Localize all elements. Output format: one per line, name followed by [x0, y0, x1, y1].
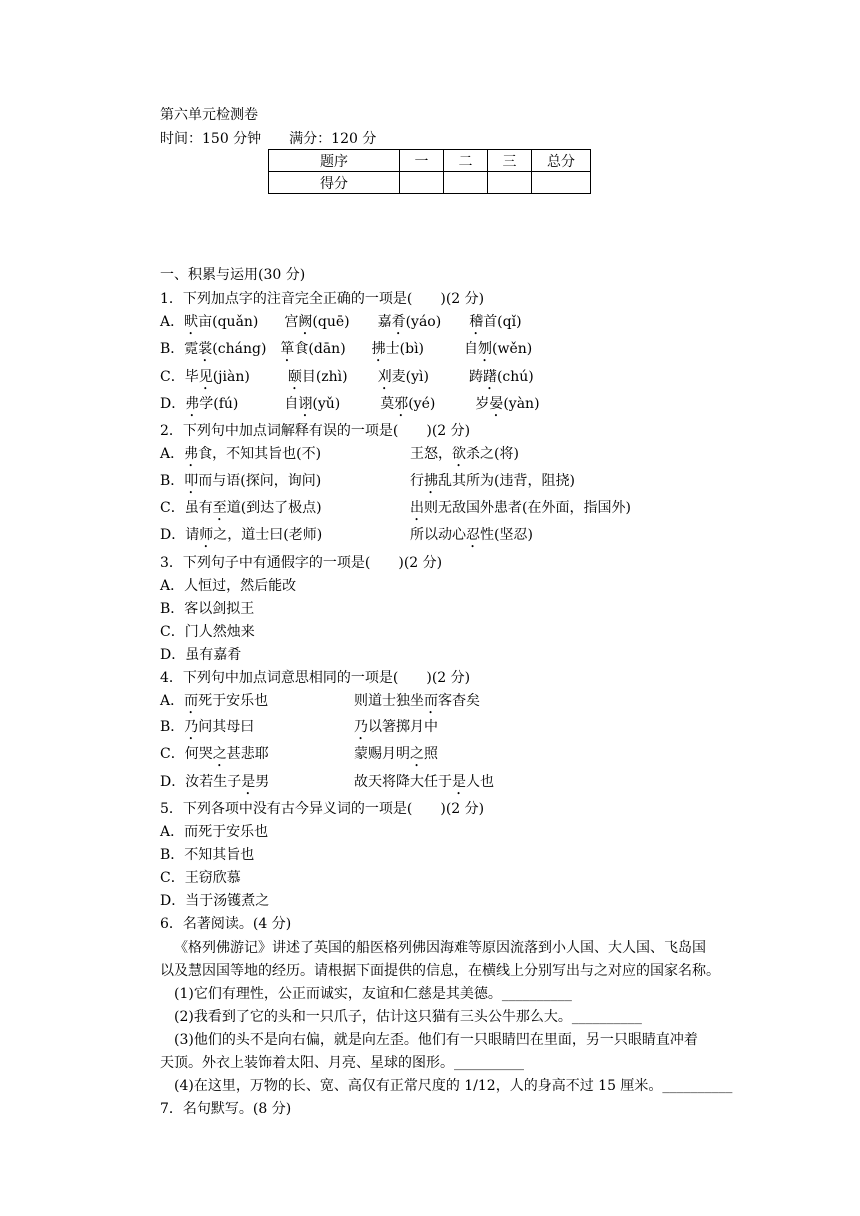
option-text: 性(坚忍): [480, 527, 533, 543]
option-text: 道(到达了极点): [226, 500, 322, 516]
score-table-header: 总分: [532, 150, 591, 172]
option-text: 之，道士曰(老师): [213, 527, 323, 543]
option-text: (yǔ): [312, 396, 341, 412]
option-text: (yàn): [503, 396, 540, 412]
option-text: 人也: [466, 774, 494, 790]
q6-item-4: (4)在这里，万物的长、宽、高仅有正常尺度的 1/12，人的身高不过 15 厘米。__________: [174, 1078, 733, 1094]
q2-option-d-left: [160, 526, 322, 551]
option-text: 则无敌国外患者(在外面，指国外): [424, 500, 631, 516]
option-text: C．毕: [160, 369, 199, 385]
option-text: 士(bì): [385, 341, 425, 357]
q6-item-1: (1)它们有理性，公正而诚实，友谊和仁慈是其美德。__________: [174, 986, 572, 1002]
option-text: 问其母曰: [198, 719, 255, 735]
dotted-char: 晏: [489, 396, 504, 412]
dotted-char: 刎: [478, 341, 493, 357]
option-text: (jiàn): [212, 369, 250, 385]
option-text: 则道士独坐: [354, 693, 424, 709]
q5-option-a: A．而死于安乐也: [160, 824, 269, 840]
score-table-header: 二: [444, 150, 488, 172]
score-cell: [400, 172, 444, 194]
option-text: C．何哭: [160, 746, 213, 762]
option-text: 食，不知其旨也(不): [198, 446, 322, 462]
dotted-char: 肴: [391, 314, 406, 330]
q4-option-c-left: [160, 745, 269, 770]
dotted-char: 邪: [394, 396, 409, 412]
dotted-char: 颐: [287, 369, 302, 385]
option-text: (cháng): [212, 341, 267, 357]
option-text: 行: [410, 473, 424, 489]
q3-option-c: C．门人然烛来: [160, 624, 255, 640]
q2-option-a-left: [160, 445, 321, 470]
question-6-stem: 6．名著阅读。(4 分): [160, 916, 292, 932]
question-3-stem: 3．下列句子中有通假字的一项是( )(2 分): [160, 555, 443, 571]
option-text: 所以动心: [410, 527, 466, 543]
option-text: B．: [160, 719, 185, 735]
dotted-char: 欲: [452, 446, 466, 462]
dotted-char: 之: [410, 746, 424, 762]
dotted-char: 而: [424, 693, 438, 709]
score-cell: [488, 172, 532, 194]
option-text: 岁: [475, 396, 490, 412]
score-row-label: 得分: [269, 172, 400, 194]
dotted-char: 叩: [184, 473, 199, 489]
question-4-stem: 4．下列句中加点词意思相同的一项是( )(2 分): [160, 670, 471, 686]
option-text: 男: [255, 774, 270, 790]
dotted-char: 躇: [482, 369, 497, 385]
q5-option-d: D．当于汤镬煮之: [160, 893, 270, 909]
score-table-header: 一: [400, 150, 444, 172]
dotted-char: 乃: [354, 719, 368, 735]
dotted-char: 是: [241, 774, 256, 790]
q2-option-b-left: [160, 472, 321, 497]
q5-option-b: B．不知其旨也: [160, 847, 255, 863]
option-text: 杀之(将): [466, 446, 519, 462]
score-cell: [444, 172, 488, 194]
score-table-row: [269, 172, 591, 194]
dotted-char: 见: [198, 369, 213, 385]
option-text: A．: [160, 314, 185, 330]
q2-option-c-right: [410, 499, 631, 524]
option-text: 首(qǐ): [483, 314, 522, 330]
q2-option-c-left: [160, 499, 322, 524]
dotted-char: 拂: [424, 473, 438, 489]
option-text: 王怒，: [410, 446, 452, 462]
option-text: 嘉: [377, 314, 392, 330]
option-text: B．霓: [160, 341, 199, 357]
q1-option-d: [160, 395, 540, 420]
option-text: 死于安乐也: [198, 693, 269, 709]
option-text: 目(zhì): [301, 369, 348, 385]
option-text: 客杳矣: [438, 693, 480, 709]
option-text: (yáo): [405, 314, 442, 330]
option-text: 甚悲耶: [226, 746, 269, 762]
option-text: 蒙赐月明: [354, 746, 410, 762]
q4-option-a-right: [354, 692, 480, 717]
option-text: D．: [160, 396, 186, 412]
score-table-header-row: [269, 150, 591, 172]
dotted-char: 拂: [371, 341, 386, 357]
dotted-char: 而: [184, 693, 199, 709]
option-text: 自: [284, 396, 299, 412]
option-text: D．汝若生子: [160, 774, 242, 790]
exam-meta: 时间：150 分钟 满分：120 分: [160, 131, 377, 147]
question-7-stem: 7．名句默写。(8 分): [160, 1101, 292, 1117]
dotted-char: 至: [212, 500, 227, 516]
option-text: 莫: [380, 396, 395, 412]
score-cell: [532, 172, 591, 194]
option-text: 宫: [284, 314, 299, 330]
option-text: (chú): [496, 369, 534, 385]
score-table-header: 三: [488, 150, 532, 172]
option-text: 踌: [468, 369, 483, 385]
q3-option-b: B．客以剑拟王: [160, 601, 255, 617]
option-text: 以箸掷月中: [368, 719, 438, 735]
dotted-char: 出: [410, 500, 424, 516]
q1-option-b: [160, 340, 532, 365]
option-text: (yé): [408, 396, 436, 412]
q4-option-b-left: [160, 718, 254, 743]
option-text: 故天将降大任于: [354, 774, 452, 790]
q4-option-c-right: [354, 745, 438, 770]
option-text: B．: [160, 473, 185, 489]
dotted-char: 箪: [280, 341, 295, 357]
dotted-char: 阙: [298, 314, 313, 330]
dotted-char: 忍: [466, 527, 480, 543]
option-text: 食(dān): [294, 341, 346, 357]
dotted-char: 刈: [377, 369, 392, 385]
dotted-char: 之: [212, 746, 227, 762]
question-1-stem: 1．下列加点字的注音完全正确的一项是( )(2 分): [160, 291, 485, 307]
q6-intro-line-2: 以及慧因国等地的经历。请根据下面提供的信息，在横线上分别写出与之对应的国家名称。: [160, 963, 720, 979]
q2-option-b-right: [410, 472, 575, 497]
q2-option-a-right: [410, 445, 519, 470]
dotted-char: 师: [199, 527, 214, 543]
dotted-char: 裳: [198, 341, 213, 357]
question-2-stem: 2．下列句中加点词解释有误的一项是( )(2 分): [160, 423, 471, 439]
q1-option-c: [160, 368, 534, 393]
q2-option-d-right: [410, 526, 533, 551]
paper-title: 第六单元检测卷: [160, 107, 258, 123]
option-text: (quē): [312, 314, 350, 330]
q6-item-3-line-2: 天顶。外衣上装饰着太阳、月亮、星球的图形。__________: [160, 1055, 524, 1071]
option-text: C．虽有: [160, 500, 213, 516]
option-text: 麦(yì): [391, 369, 429, 385]
dotted-char: 诩: [298, 396, 313, 412]
q5-option-c: C．王窃欣慕: [160, 870, 241, 886]
dotted-char: 弗: [184, 446, 199, 462]
option-text: A．: [160, 446, 185, 462]
q3-option-a: A．人恒过，然后能改: [160, 578, 297, 594]
q4-option-a-left: [160, 692, 268, 717]
q4-option-b-right: [354, 718, 438, 743]
dotted-char: 是: [452, 774, 466, 790]
q4-option-d-left: [160, 773, 269, 798]
score-table: [268, 149, 591, 194]
dotted-char: 乃: [184, 719, 199, 735]
option-text: 照: [424, 746, 438, 762]
q3-option-d: D．虽有嘉肴: [160, 647, 242, 663]
section-title: 一、积累与运用(30 分): [160, 267, 306, 283]
option-text: 而与语(探问，询问): [198, 473, 322, 489]
q6-intro-line-1: 《格列佛游记》讲述了英国的船医格列佛因海难等原因流落到小人国、大人国、飞岛国: [174, 940, 706, 956]
q4-option-d-right: [354, 773, 494, 798]
option-text: 自: [464, 341, 479, 357]
option-text: (wěn): [492, 341, 533, 357]
dotted-char: 弗: [185, 396, 200, 412]
q6-item-2: (2)我看到了它的头和一只爪子，估计这只猫有三头公牛那么大。__________: [174, 1009, 642, 1025]
option-text: 亩(quǎn): [198, 314, 259, 330]
question-5-stem: 5．下列各项中没有古今异义词的一项是( )(2 分): [160, 801, 485, 817]
dotted-char: 稽: [469, 314, 484, 330]
option-text: A．: [160, 693, 185, 709]
score-table-header: 题序: [269, 150, 400, 172]
option-text: 学(fú): [199, 396, 239, 412]
q6-item-3-line-1: (3)他们的头不是向右偏，就是向左歪。他们有一只眼睛凹在里面，另一只眼睛直冲着: [174, 1032, 698, 1048]
dotted-char: 畎: [184, 314, 199, 330]
q1-option-a: [160, 313, 522, 338]
option-text: 乱其所为(违背，阻挠): [438, 473, 575, 489]
option-text: D．请: [160, 527, 200, 543]
